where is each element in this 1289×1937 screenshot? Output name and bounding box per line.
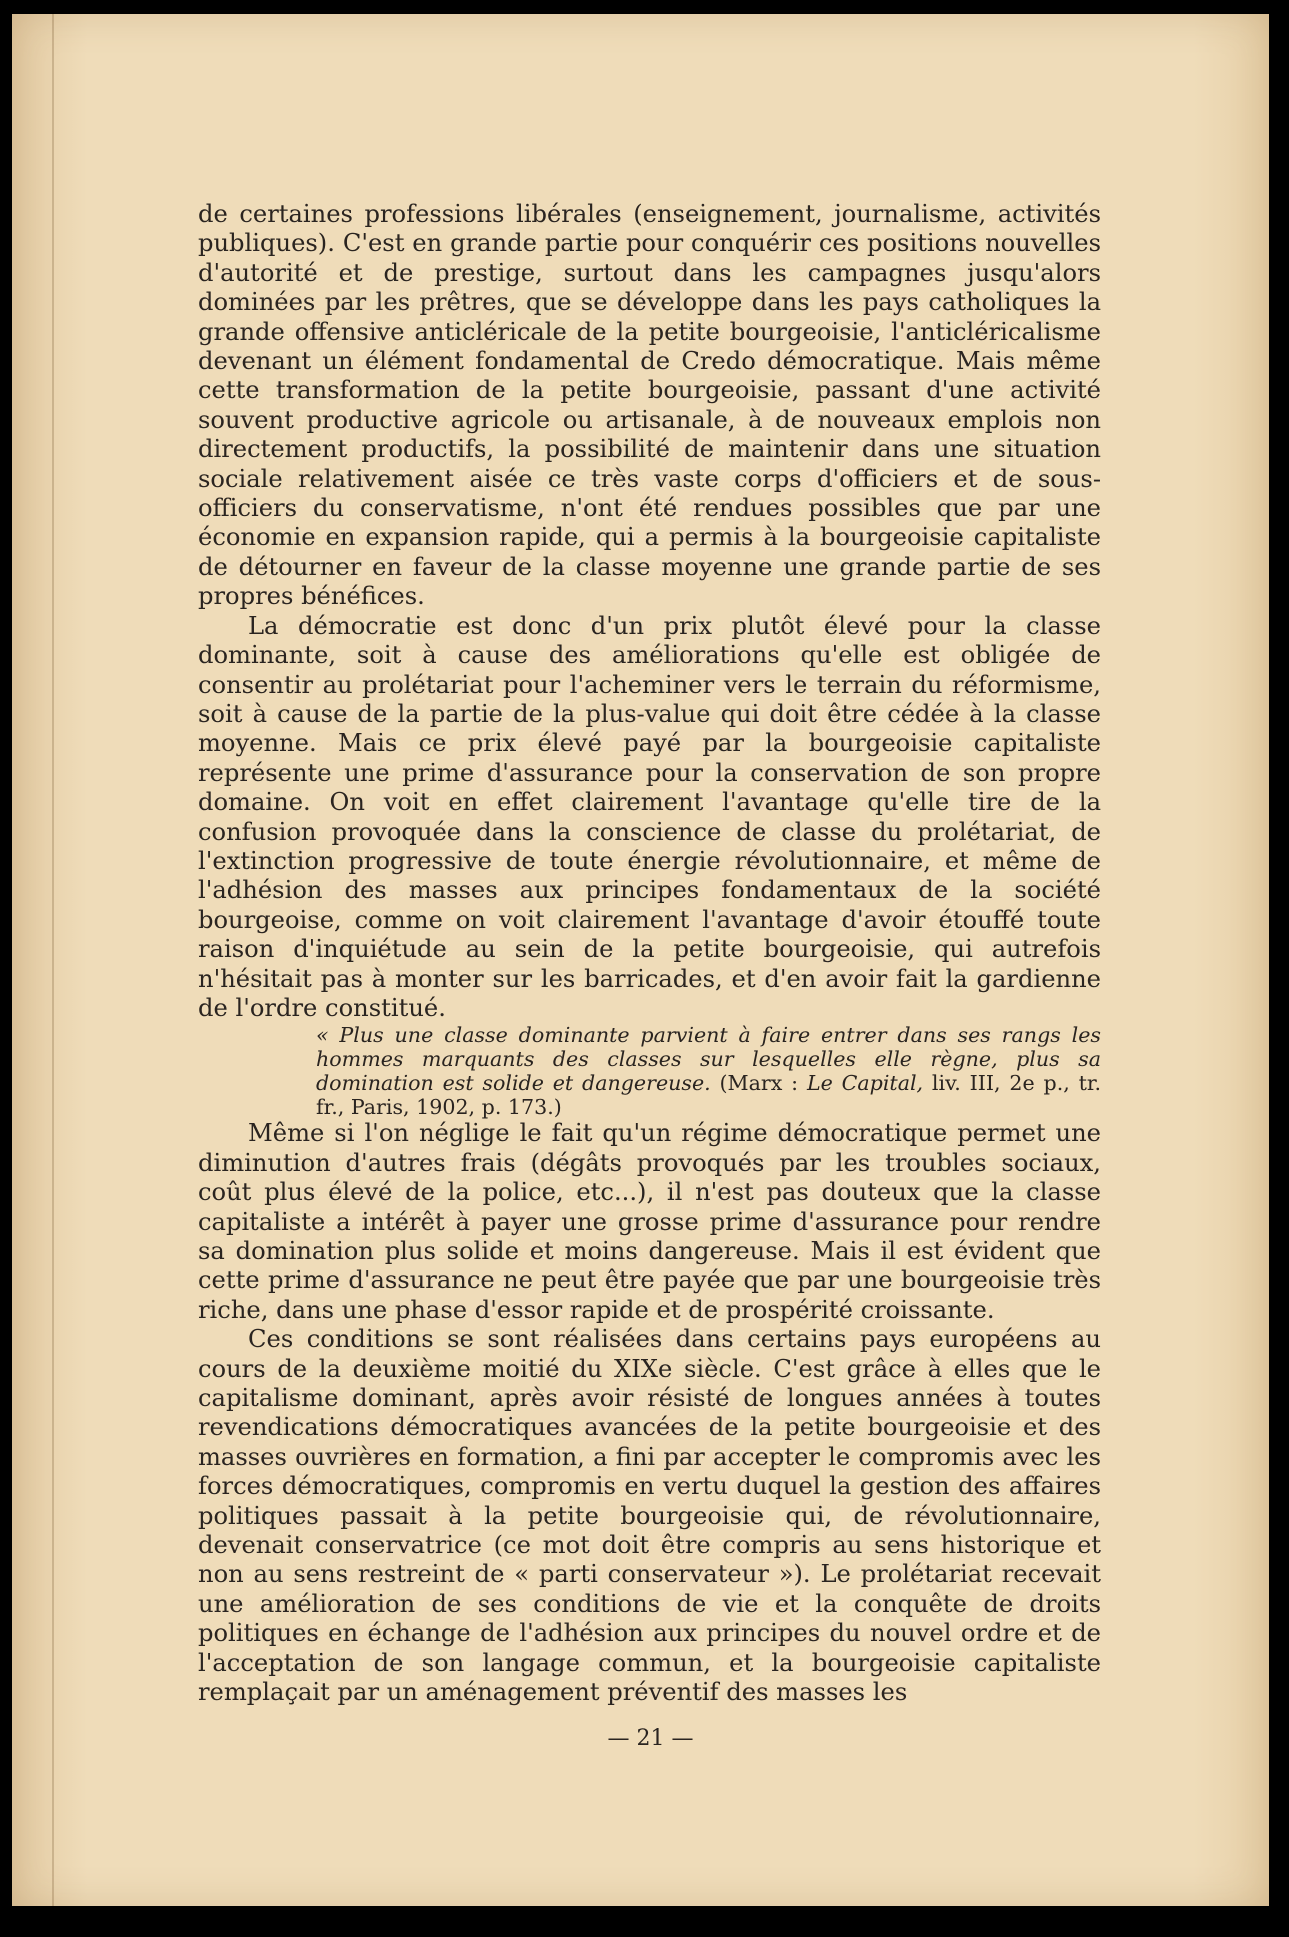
paragraph-1: de certaines professions libérales (enseignement, journalisme, activités publiques). C'est en grande partie pour conquérir ces positions nouvelles d'autorité et de prestige, surtout dans les campagnes jusqu'alors dominées par les prêtres, que se développe dans les pays catholiques la grande offensive anticléricale de la petite bourgeoisie, l'anticléricalisme devenant un élément fondamental de Credo démocratique. Mais même cette transformation de la petite bourgeoisie, passant d'une activité souvent productive agricole ou artisanale, à de nouveaux emplois non directement productifs, la possibilité de maintenir dans une situation sociale relativement aisée ce très vaste corps d'officiers et de sous-officiers du conservatisme, n'ont été rendues possibles que par une économie en expansion rapide, qui a permis à la bourgeoisie capitaliste de détourner en faveur de la classe moyenne une grande partie de ses propres bénéfices. <box>198 200 1101 611</box>
paragraph-4: Ces conditions se sont réalisées dans certains pays européens au cours de la deuxième moitié du XIXe siècle. C'est grâce à elles que le capitalisme dominant, après avoir résisté de longues années à toutes revendications démocratiques avancées de la petite bourgeoisie et des masses ouvrières en formation, a fini par accepter le compromis avec les forces démocratiques, compromis en vertu duquel la gestion des affaires politiques passait à la petite bourgeoisie qui, de révolutionnaire, devenait conservatrice (ce mot doit être compris au sens historique et non au sens restreint de « parti conservateur »). Le prolétariat recevait une amélioration de ses conditions de vie et la conquête de droits politiques en échange de l'adhésion aux principes du nouvel ordre et de l'acceptation de son langage commun, et la bourgeoisie capitaliste remplaçait par un aménagement préventif des masses les <box>198 1325 1101 1707</box>
block-quote <box>316 1023 1101 1119</box>
page-fold-line <box>52 14 54 1906</box>
quote-source-prefix: (Marx : <box>710 1071 807 1096</box>
paragraph-2: La démocratie est donc d'un prix plutôt élevé pour la classe dominante, soit à cause des améliorations qu'elle est obligée de consentir au prolétariat pour l'acheminer vers le terrain du réformisme, soit à cause de la partie de la plus-value qui doit être cédée à la classe moyenne. Mais ce prix élevé payé par la bourgeoisie capitaliste représente une prime d'assurance pour la conservation de son propre domaine. On voit en effet clairement l'avantage qu'elle tire de la confusion provoquée dans la conscience de classe du prolétariat, de l'extinction progressive de toute énergie révolutionnaire, et même de l'adhésion des masses aux principes fondamentaux de la société bourgeoise, comme on voit clairement l'avantage d'avoir étouffé toute raison d'inquiétude au sein de la petite bourgeoisie, qui autrefois n'hésitait pas à monter sur les barricades, et d'en avoir fait la gardienne de l'ordre constitué. <box>198 611 1101 1022</box>
book-page <box>12 14 1269 1906</box>
page-number: — 21 — <box>607 1726 694 1751</box>
paragraph-3: Même si l'on néglige le fait qu'un régime démocratique permet une diminution d'autres frais (dégâts provoqués par les troubles sociaux, coût plus élevé de la police, etc...), il n'est pas douteux que la classe capitaliste a intérêt à payer une grosse prime d'assurance pour rendre sa domination plus solide et moins dangereuse. Mais il est évident que cette prime d'assurance ne peut être payée que par une bourgeoisie très riche, dans une phase d'essor rapide et de prospérité croissante. <box>198 1119 1101 1324</box>
quote-source-title: Le Capital, <box>806 1071 924 1096</box>
quote-text: « Plus une classe dominante parvient à faire entrer dans ses rangs les hommes marquants des classes sur lesquelles elle règne, plus sa domination est solide et dangereuse. <box>316 1023 1101 1096</box>
quote-source-suffix: liv. III, 2e p., tr. fr., Paris, 1902, p. 173.) <box>316 1071 1101 1120</box>
body-text <box>198 200 1101 1708</box>
